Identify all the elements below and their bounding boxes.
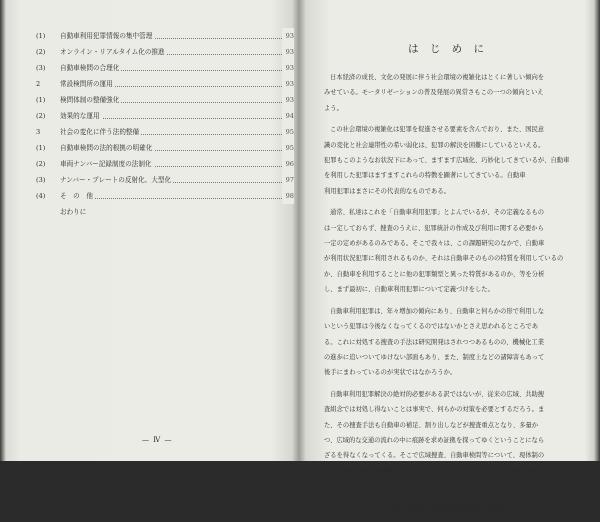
toc-entry-number: (2) xyxy=(36,112,46,120)
toc-entry-number: (1) xyxy=(36,32,46,40)
text-line: る。これに対処する捜査の手法は研究開発はされつつあるものの、機械化工業 xyxy=(324,338,545,346)
toc-entry-number: 3 xyxy=(36,128,41,136)
text-line: みせている。モータリゼーションの普及発展の異常さもこの一つの傾向といえ xyxy=(324,89,544,97)
toc-entry-title: そ の 他 xyxy=(60,192,93,200)
toc-entry-label xyxy=(36,112,102,120)
toc-entry-title: ナンバー・プレートの反射化、大型化 xyxy=(60,176,172,184)
text-line: は一定しておらず、捜査のうえに、犯罪統計の作成及び利用に関する必要から xyxy=(324,224,544,232)
text-line: 査組念では対処し得ないことは事実で、何らかの対策を必要とするだろう。ま xyxy=(324,406,545,414)
text-line: つ、広域的な交通の流れの中に痕跡を求め証拠を探ってゆくということになら xyxy=(324,436,545,444)
toc-entry-number: (3) xyxy=(36,64,46,72)
page-folio: — Ⅳ — xyxy=(142,436,173,444)
toc-entry xyxy=(36,188,294,204)
toc-entry-page: 93 xyxy=(282,28,294,44)
toc-entry-page: 93 xyxy=(282,76,294,92)
text-line: ざるを得なくなってくる。そこで広域捜査、自動車検問等について、現体制の xyxy=(324,452,545,460)
text-line: 識の変化と社会連帯性の希い弱化は、犯罪の解決を困難にしているといえる。 xyxy=(324,141,545,149)
right-page-introduction xyxy=(304,0,592,512)
toc-entry-number: (1) xyxy=(36,96,46,104)
text-line: を利用した犯罪はますますこれらの特徴を顕著にしてきている。自動車 xyxy=(324,172,526,180)
toc-entry-label xyxy=(36,160,154,168)
toc-entry-title: 社会の変化に伴う法的整備 xyxy=(60,128,140,136)
toc-entry-label xyxy=(36,32,154,40)
text-line: たところである。 xyxy=(324,483,375,491)
toc-entry-title: 自動車検問の法的根拠の明確化 xyxy=(60,144,153,152)
toc-entry-label xyxy=(36,144,154,152)
toc-entry xyxy=(36,28,294,44)
text-line: もとで現有施設、資機材をいかに駆使してゆくべきかについても共同で研究し xyxy=(324,467,545,475)
text-line: 犯罪もこのようなお状況下にあって、ますます広域化、巧妙化してきているが、自動車 xyxy=(324,157,570,165)
toc-entry-title: オンライン・リアルタイム化の推進 xyxy=(60,48,165,56)
toc-entry-label xyxy=(36,192,95,200)
toc-entry-number: (3) xyxy=(36,176,46,184)
page-heading: は じ め に xyxy=(407,43,488,55)
toc-entry-page: 93 xyxy=(282,92,294,108)
toc-entry-page: 93 xyxy=(282,60,294,76)
toc-entry-page: 95 xyxy=(282,140,294,156)
toc-entry xyxy=(36,60,294,76)
toc-entry-page: 93 xyxy=(282,44,294,60)
toc-entry-page: 98 xyxy=(282,188,294,204)
text-line: か、自動車を利用することに他の犯罪類型と異った特質があるのか、等を分析 xyxy=(324,270,545,278)
text-line: が利用状況犯罪に利用されるものか、それは自動車そのものの特質を利用しているの xyxy=(324,255,564,263)
toc-entry-label xyxy=(36,48,167,56)
text-line: この社会環境の複雑化は犯罪を促進させる要素を含んでおり、また、国民意 xyxy=(330,126,545,134)
toc-entry-title: 自動車検問の合理化 xyxy=(60,64,120,72)
paragraph xyxy=(324,70,586,116)
body-text xyxy=(324,70,586,522)
paragraph xyxy=(324,122,586,199)
paragraph xyxy=(324,205,586,297)
text-line: いという犯罪は今後なくなってくるのではないかとさえ思われるところであ xyxy=(324,323,539,331)
toc-entry xyxy=(36,92,294,108)
toc-entry-page: 95 xyxy=(282,124,294,140)
toc-entry-label xyxy=(36,128,141,136)
text-line: 利用犯罪はまさにその代表的なものである。 xyxy=(324,187,450,195)
toc-entry-title: 自動車利用犯罪情報の集中管理 xyxy=(60,32,153,40)
toc-entry xyxy=(36,204,294,220)
toc-entry xyxy=(36,156,294,172)
toc-entry-label xyxy=(36,176,173,184)
toc-entry-label xyxy=(36,208,88,216)
toc-entry-page: 96 xyxy=(282,156,294,172)
toc-entry xyxy=(36,108,294,124)
paragraph xyxy=(324,304,586,381)
text-line: 自動車利用犯罪解決の絶対的必要がある訳ではないが、従来の広域、共助捜 xyxy=(330,390,545,398)
toc-entry-label xyxy=(36,96,121,104)
text-line: 通常、私達はこれを「自動車利用犯罪」とよんでいるが、その定義なるもの xyxy=(330,209,545,217)
paragraph xyxy=(324,501,586,516)
text-line: よう。 xyxy=(324,104,343,112)
text-line: 日本経済の成長、文化の発展に伴う社会環境の複雑化はとくに著しい傾向を xyxy=(330,74,545,81)
toc-entry-title: おわりに xyxy=(60,208,87,216)
toc-entry-number: (2) xyxy=(36,160,46,168)
toc-entry-title: 検問体制の整備強化 xyxy=(60,96,120,104)
text-line: し、まず最初に、自動車利用犯罪について定義づけをした。 xyxy=(324,286,494,294)
toc-entry-page: 94 xyxy=(282,108,294,124)
left-page-contents xyxy=(14,0,296,461)
toc-entry-number: (2) xyxy=(36,48,46,56)
toc-entry xyxy=(36,44,294,60)
toc-entry-title: 常設検問所の運用 xyxy=(60,80,113,88)
toc-entry-page: 97 xyxy=(282,172,294,188)
paragraph xyxy=(324,387,586,495)
toc-entry-title: 効果的な運用 xyxy=(60,112,100,120)
text-line: さらに、コンピュータ時代の捜査、常設検問所の運用、現況とマッチしない xyxy=(330,504,544,512)
toc-entry-number: (4) xyxy=(36,192,46,200)
table-of-contents xyxy=(36,28,294,220)
toc-entry xyxy=(36,140,294,156)
text-line: 自動車利用犯罪は、年々増加の傾向にあり、自動車と何らかの形で利用しな xyxy=(330,307,545,315)
toc-entry xyxy=(36,172,294,188)
text-line: 一定の定めがあるのみである。そこで我々は、この課題研究のなかで、自動車 xyxy=(324,240,545,248)
toc-entry xyxy=(36,76,294,92)
toc-entry-number: 2 xyxy=(36,80,41,88)
toc-entry xyxy=(36,124,294,140)
text-line: た、その捜査手法も自動車の補足、割り出しなどが捜査重点となり、多量か xyxy=(324,421,539,429)
toc-entry-title: 車両ナンバー記録制度の法制化 xyxy=(60,160,152,168)
toc-entry-label xyxy=(36,64,121,72)
text-line: 後手にまわっているのが実状ではなかろうか。 xyxy=(324,369,457,377)
text-line: の進歩に追いついてゆけない部面もあり、また、制度上などの諸障害もあって xyxy=(324,353,545,361)
toc-entry-label xyxy=(36,80,115,88)
toc-entry-number: (1) xyxy=(36,144,46,152)
